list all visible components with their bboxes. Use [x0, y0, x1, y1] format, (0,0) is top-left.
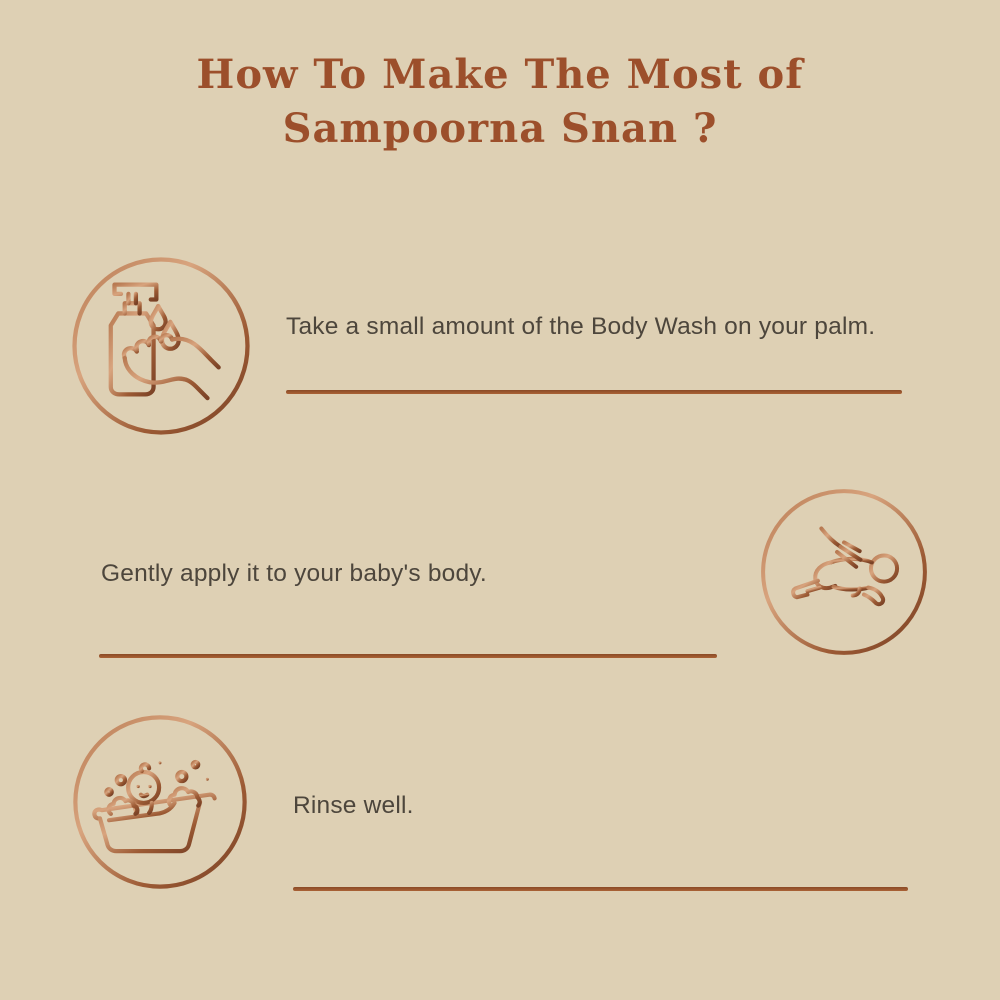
step-2-divider — [99, 654, 717, 658]
step-2-text: Gently apply it to your baby's body. — [101, 560, 487, 587]
step-1-text: Take a small amount of the Body Wash on your palm. — [286, 313, 876, 340]
soap-pump-hand-icon — [68, 253, 254, 439]
step-3-text: Rinse well. — [293, 792, 414, 819]
page-title — [0, 48, 1000, 156]
baby-massage-icon — [757, 485, 931, 659]
page-title-line-2: Sampoorna Snan ? — [282, 105, 718, 152]
page-title-line-1: How To Make The Most of — [196, 51, 804, 98]
step-3-divider — [293, 887, 908, 891]
step-1-divider — [286, 390, 902, 394]
baby-bathtub-icon — [69, 711, 251, 893]
